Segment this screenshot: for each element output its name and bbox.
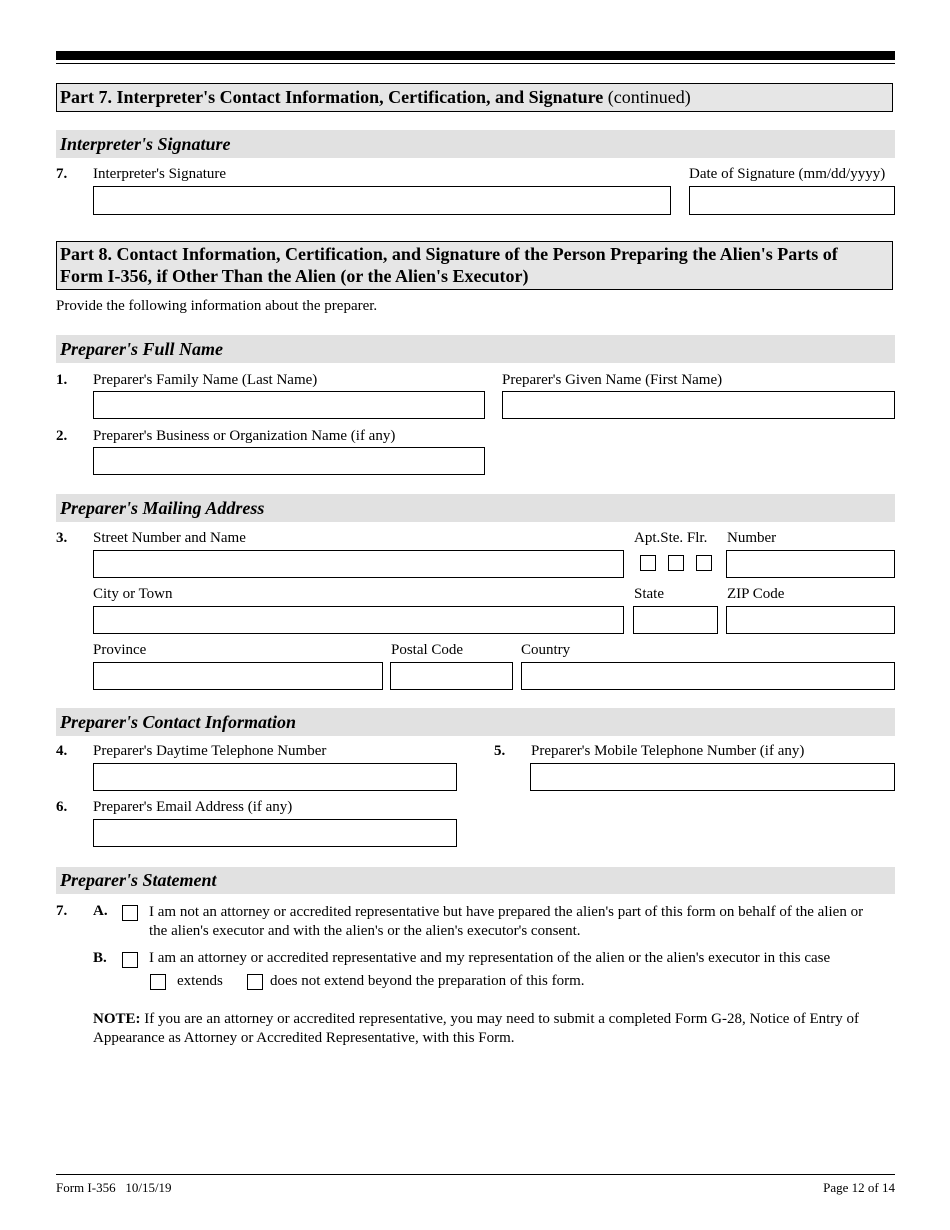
item-6-number: 6. [56,799,68,815]
option-a-line2: the alien's executor and with the alien's or the alien's executor's consent. [149,923,581,939]
extends-label: extends [177,973,223,989]
date-of-signature-field[interactable] [689,186,895,215]
part7-title: Part 7. Interpreter's Contact Information, Certification, and Signature [60,87,604,107]
apt-checkbox[interactable] [640,555,656,571]
ste-checkbox[interactable] [668,555,684,571]
part7-header [56,83,893,112]
email-field[interactable] [93,819,457,847]
preparer-mailing-address-section: Preparer's Mailing Address [56,494,895,522]
number-label: Number [727,530,777,546]
part7-continued: (continued) [603,87,691,107]
part8-title-line2: Form I-356, if Other Than the Alien (or the Alien's Executor) [60,266,529,286]
item-1-number: 1. [56,372,68,388]
preparer-contact-section: Preparer's Contact Information [56,708,895,736]
province-field[interactable] [93,662,383,690]
number-field[interactable] [726,550,895,578]
option-b-letter: B. [93,950,107,966]
extends-checkbox[interactable] [150,974,166,990]
option-a-text [149,903,863,941]
given-name-label: Preparer's Given Name (First Name) [502,372,723,388]
postal-code-label: Postal Code [391,642,464,658]
option-a-letter: A. [93,903,108,919]
item-2-number: 2. [56,428,68,444]
footer-rule [56,1174,895,1175]
interpreter-signature-field[interactable] [93,186,671,215]
family-name-label: Preparer's Family Name (Last Name) [93,372,318,388]
option-b-checkbox[interactable] [122,952,138,968]
option-a-checkbox[interactable] [122,905,138,921]
country-field[interactable] [521,662,895,690]
item-5-number: 5. [494,743,506,759]
daytime-phone-label: Preparer's Daytime Telephone Number [93,743,327,759]
interpreter-signature-section: Interpreter's Signature [56,130,895,158]
apt-ste-flr-label: Apt.Ste. Flr. [634,530,708,546]
form-id: Form I-356 10/15/19 [56,1180,172,1195]
email-label: Preparer's Email Address (if any) [93,799,293,815]
postal-code-field[interactable] [390,662,513,690]
flr-checkbox[interactable] [696,555,712,571]
city-label: City or Town [93,586,173,602]
item-3-number: 3. [56,530,68,546]
zip-label: ZIP Code [727,586,785,602]
zip-field[interactable] [726,606,895,634]
country-label: Country [521,642,571,658]
note-line1: If you are an attorney or accredited representative, you may need to submit a completed Form G-28, Notice of Entry of [140,1011,860,1027]
province-label: Province [93,642,147,658]
page-number: Page 12 of 14 [823,1180,895,1195]
interpreter-signature-label: Interpreter's Signature [93,166,227,182]
part8-header [56,241,893,290]
item-7-statement-number: 7. [56,903,68,919]
item-7-number: 7. [56,166,68,182]
state-field[interactable] [633,606,718,634]
does-not-extend-label: does not extend beyond the preparation of this form. [270,973,585,989]
option-a-line1: I am not an attorney or accredited representative but have prepared the alien's part of this form on behalf of the alien or [149,904,864,920]
does-not-extend-checkbox[interactable] [247,974,263,990]
preparer-full-name-section: Preparer's Full Name [56,335,895,363]
business-name-label: Preparer's Business or Organization Name (if any) [93,428,396,444]
preparer-statement-section: Preparer's Statement [56,867,895,894]
business-name-field[interactable] [93,447,485,475]
street-label: Street Number and Name [93,530,246,546]
state-label: State [634,586,664,602]
given-name-field[interactable] [502,391,895,419]
note-paragraph [93,1010,859,1048]
date-of-signature-label: Date of Signature (mm/dd/yyyy) [689,166,886,182]
item-4-number: 4. [56,743,68,759]
street-field[interactable] [93,550,624,578]
option-b-text: I am an attorney or accredited representative and my representation of the alien or the alien's executor in this case [149,950,831,966]
header-rule-thick [56,51,895,60]
note-line2: Appearance as Attorney or Accredited Representative, with this Form. [93,1030,515,1046]
mobile-phone-label: Preparer's Mobile Telephone Number (if any) [531,743,805,759]
header-rule-thin [56,63,895,64]
mobile-phone-field[interactable] [530,763,895,791]
part8-intro: Provide the following information about the preparer. [56,298,378,314]
daytime-phone-field[interactable] [93,763,457,791]
part8-title-line1: Part 8. Contact Information, Certification, and Signature of the Person Preparing the Alien's Parts of [60,244,838,264]
note-bold: NOTE: [93,1011,141,1027]
city-field[interactable] [93,606,624,634]
family-name-field[interactable] [93,391,485,419]
